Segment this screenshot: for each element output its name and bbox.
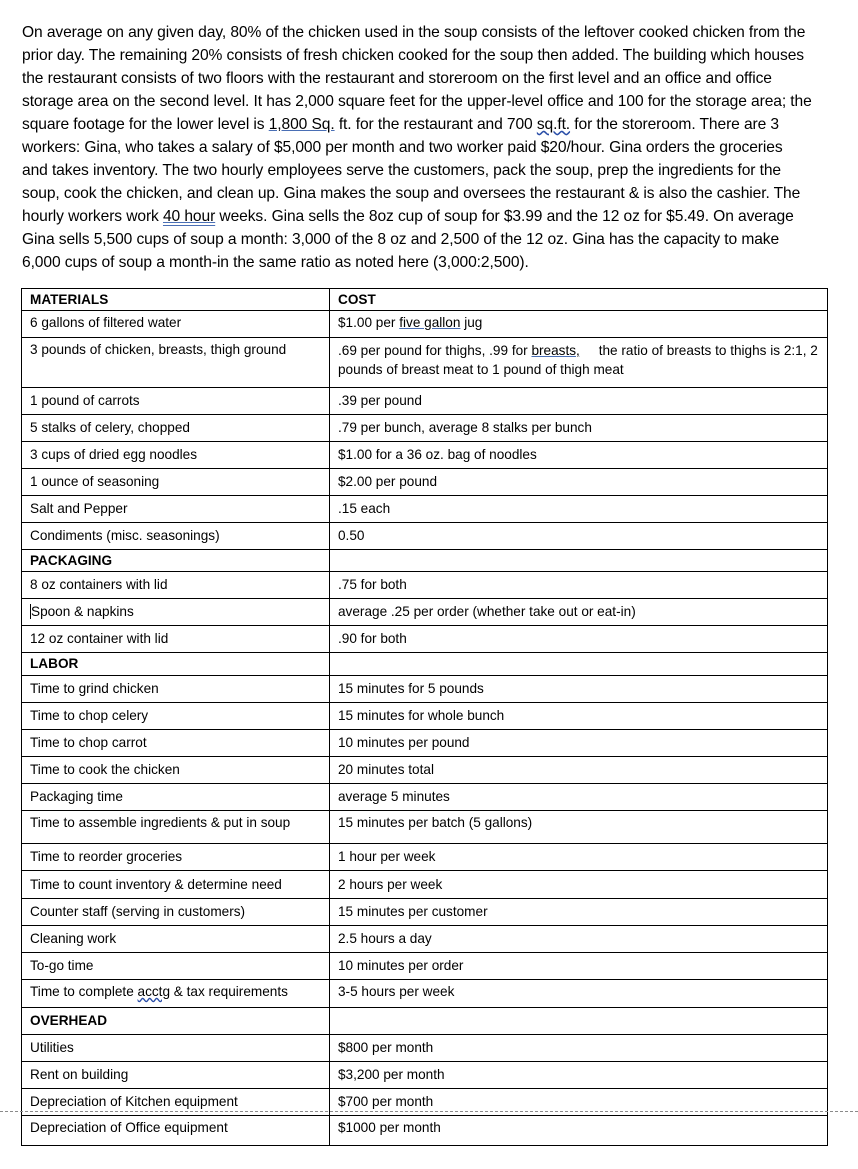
item-cell: Time to grind chicken <box>22 676 330 703</box>
item-cell: 1 pound of carrots <box>22 388 330 415</box>
item-cell: Time to complete acctg & tax requirements <box>22 980 330 1008</box>
cost-cell: 15 minutes per batch (5 gallons) <box>330 811 828 844</box>
item-cell: 1 ounce of seasoning <box>22 469 330 496</box>
item-cell: 12 oz container with lid <box>22 626 330 653</box>
text-run: weeks. Gina sells the 8oz cup of soup for $3.99 and the 12 oz for $5.49. On average <box>215 208 794 225</box>
item-cell: Time to chop celery <box>22 703 330 730</box>
paragraph-line: Gina sells 5,500 cups of soup a month: 3,000 of the 8 oz and 2,500 of the 12 oz. Gina has the capacity to make <box>22 231 780 248</box>
page-break-line <box>0 1111 858 1112</box>
table-row <box>22 703 828 730</box>
table-row <box>22 1116 828 1146</box>
item-cell: Packaging time <box>22 784 330 811</box>
paragraph-line: the restaurant consists of two floors with the restaurant and storeroom on the first level and an office and office <box>22 70 772 87</box>
overhead-header: OVERHEAD <box>22 1008 330 1035</box>
spellcheck-underlined-text: sq.ft. <box>536 116 571 133</box>
item-cell: 8 oz containers with lid <box>22 572 330 599</box>
item-cell: Depreciation of Office equipment <box>22 1116 330 1146</box>
cost-cell: average 5 minutes <box>330 784 828 811</box>
cost-cell: $2.00 per pound <box>330 469 828 496</box>
empty-cell <box>330 1008 828 1035</box>
cost-cell: 0.50 <box>330 523 828 550</box>
cost-cell: 15 minutes for whole bunch <box>330 703 828 730</box>
text-run: for the storeroom. There are 3 <box>570 116 780 133</box>
table-row <box>22 926 828 953</box>
cost-table <box>21 288 828 1146</box>
paragraph-line: workers: Gina, who takes a salary of $5,000 per month and two worker paid $20/hour. Gina orders the groceries <box>22 139 783 156</box>
empty-cell <box>330 653 828 676</box>
table-row <box>22 899 828 926</box>
text-run: hourly workers work <box>22 208 163 225</box>
table-row <box>22 496 828 523</box>
cost-cell: $700 per month <box>330 1089 828 1116</box>
table-header-row <box>22 289 828 311</box>
item-cell: To-go time <box>22 953 330 980</box>
item-cell: Utilities <box>22 1035 330 1062</box>
section-header-row <box>22 1008 828 1035</box>
paragraph-line: storage area on the second level. It has 2,000 square feet for the upper-level office and 100 for the storage area; the <box>22 93 812 110</box>
paragraph-line: 6,000 cups of soup a month-in the same ratio as noted here (3,000:2,500). <box>22 254 529 271</box>
paragraph-line: and takes inventory. The two hourly employees serve the customers, pack the soup, prep the ingredients for the <box>22 162 782 179</box>
table-row <box>22 980 828 1008</box>
packaging-header: PACKAGING <box>22 550 330 572</box>
table-row <box>22 442 828 469</box>
table-row <box>22 1035 828 1062</box>
item-cell: Time to chop carrot <box>22 730 330 757</box>
cost-cell: .75 for both <box>330 572 828 599</box>
table-row <box>22 757 828 784</box>
cost-cell: 3-5 hours per week <box>330 980 828 1008</box>
table-row <box>22 311 828 338</box>
table-row <box>22 811 828 844</box>
labor-header: LABOR <box>22 653 330 676</box>
cost-cell: 10 minutes per pound <box>330 730 828 757</box>
section-header-row <box>22 550 828 572</box>
cost-cell: 2.5 hours a day <box>330 926 828 953</box>
item-cell: Salt and Pepper <box>22 496 330 523</box>
table-row <box>22 388 828 415</box>
cost-cell: .90 for both <box>330 626 828 653</box>
item-cell: Time to count inventory & determine need <box>22 871 330 899</box>
item-cell: Depreciation of Kitchen equipment <box>22 1089 330 1116</box>
cost-cell: $1.00 for a 36 oz. bag of noodles <box>330 442 828 469</box>
table-row <box>22 676 828 703</box>
item-cell: Cleaning work <box>22 926 330 953</box>
cost-cell: 15 minutes for 5 pounds <box>330 676 828 703</box>
item-cell: 6 gallons of filtered water <box>22 311 330 338</box>
table-row <box>22 599 828 626</box>
cost-cell: .79 per bunch, average 8 stalks per bunch <box>330 415 828 442</box>
underlined-text: 1,800 Sq. <box>268 116 335 133</box>
table-row <box>22 523 828 550</box>
item-cell: 5 stalks of celery, chopped <box>22 415 330 442</box>
case-description-paragraph <box>22 21 834 274</box>
table-row <box>22 844 828 871</box>
cost-cell: $1000 per month <box>330 1116 828 1146</box>
table-row <box>22 730 828 757</box>
item-cell: Rent on building <box>22 1062 330 1089</box>
table-row <box>22 572 828 599</box>
table-row <box>22 626 828 653</box>
cost-cell: 15 minutes per customer <box>330 899 828 926</box>
paragraph-line <box>22 205 834 228</box>
section-header-row <box>22 653 828 676</box>
item-cell: Counter staff (serving in customers) <box>22 899 330 926</box>
paragraph-line: prior day. The remaining 20% consists of fresh chicken cooked for the soup then added. The building which houses <box>22 47 804 64</box>
table-row <box>22 784 828 811</box>
table-row <box>22 469 828 496</box>
empty-cell <box>330 550 828 572</box>
table-row <box>22 338 828 388</box>
cost-cell: average .25 per order (whether take out or eat-in) <box>330 599 828 626</box>
paragraph-line: On average on any given day, 80% of the chicken used in the soup consists of the leftover cooked chicken from the <box>22 24 806 41</box>
materials-header: MATERIALS <box>22 289 330 311</box>
cost-cell: $3,200 per month <box>330 1062 828 1089</box>
underlined-text: 40 hour <box>162 208 216 225</box>
cost-cell: $800 per month <box>330 1035 828 1062</box>
table-row <box>22 415 828 442</box>
cost-cell: 20 minutes total <box>330 757 828 784</box>
cost-cell: 1 hour per week <box>330 844 828 871</box>
item-cell: Spoon & napkins <box>22 599 330 626</box>
item-cell: Time to cook the chicken <box>22 757 330 784</box>
item-cell: Time to reorder groceries <box>22 844 330 871</box>
cost-cell: 2 hours per week <box>330 871 828 899</box>
table-row <box>22 1062 828 1089</box>
item-cell: 3 cups of dried egg noodles <box>22 442 330 469</box>
text-run: ft. for the restaurant and 700 <box>334 116 537 133</box>
cost-cell: .15 each <box>330 496 828 523</box>
cost-cell: .39 per pound <box>330 388 828 415</box>
item-cell: 3 pounds of chicken, breasts, thigh ground <box>22 338 330 388</box>
paragraph-line <box>22 113 834 136</box>
table-row <box>22 953 828 980</box>
cost-cell: 10 minutes per order <box>330 953 828 980</box>
cost-cell: $1.00 per five gallon jug <box>330 311 828 338</box>
cost-header: COST <box>330 289 828 311</box>
cost-cell: .69 per pound for thighs, .99 for breasts, the ratio of breasts to thighs is 2:1, 2 pounds of breast meat to 1 pound of thigh meat <box>330 338 828 388</box>
paragraph-line: soup, cook the chicken, and clean up. Gina makes the soup and oversees the restaurant & is also the cashier. The <box>22 185 801 202</box>
item-cell: Time to assemble ingredients & put in soup <box>22 811 330 844</box>
table-row <box>22 871 828 899</box>
item-cell: Condiments (misc. seasonings) <box>22 523 330 550</box>
text-run: square footage for the lower level is <box>22 116 269 133</box>
